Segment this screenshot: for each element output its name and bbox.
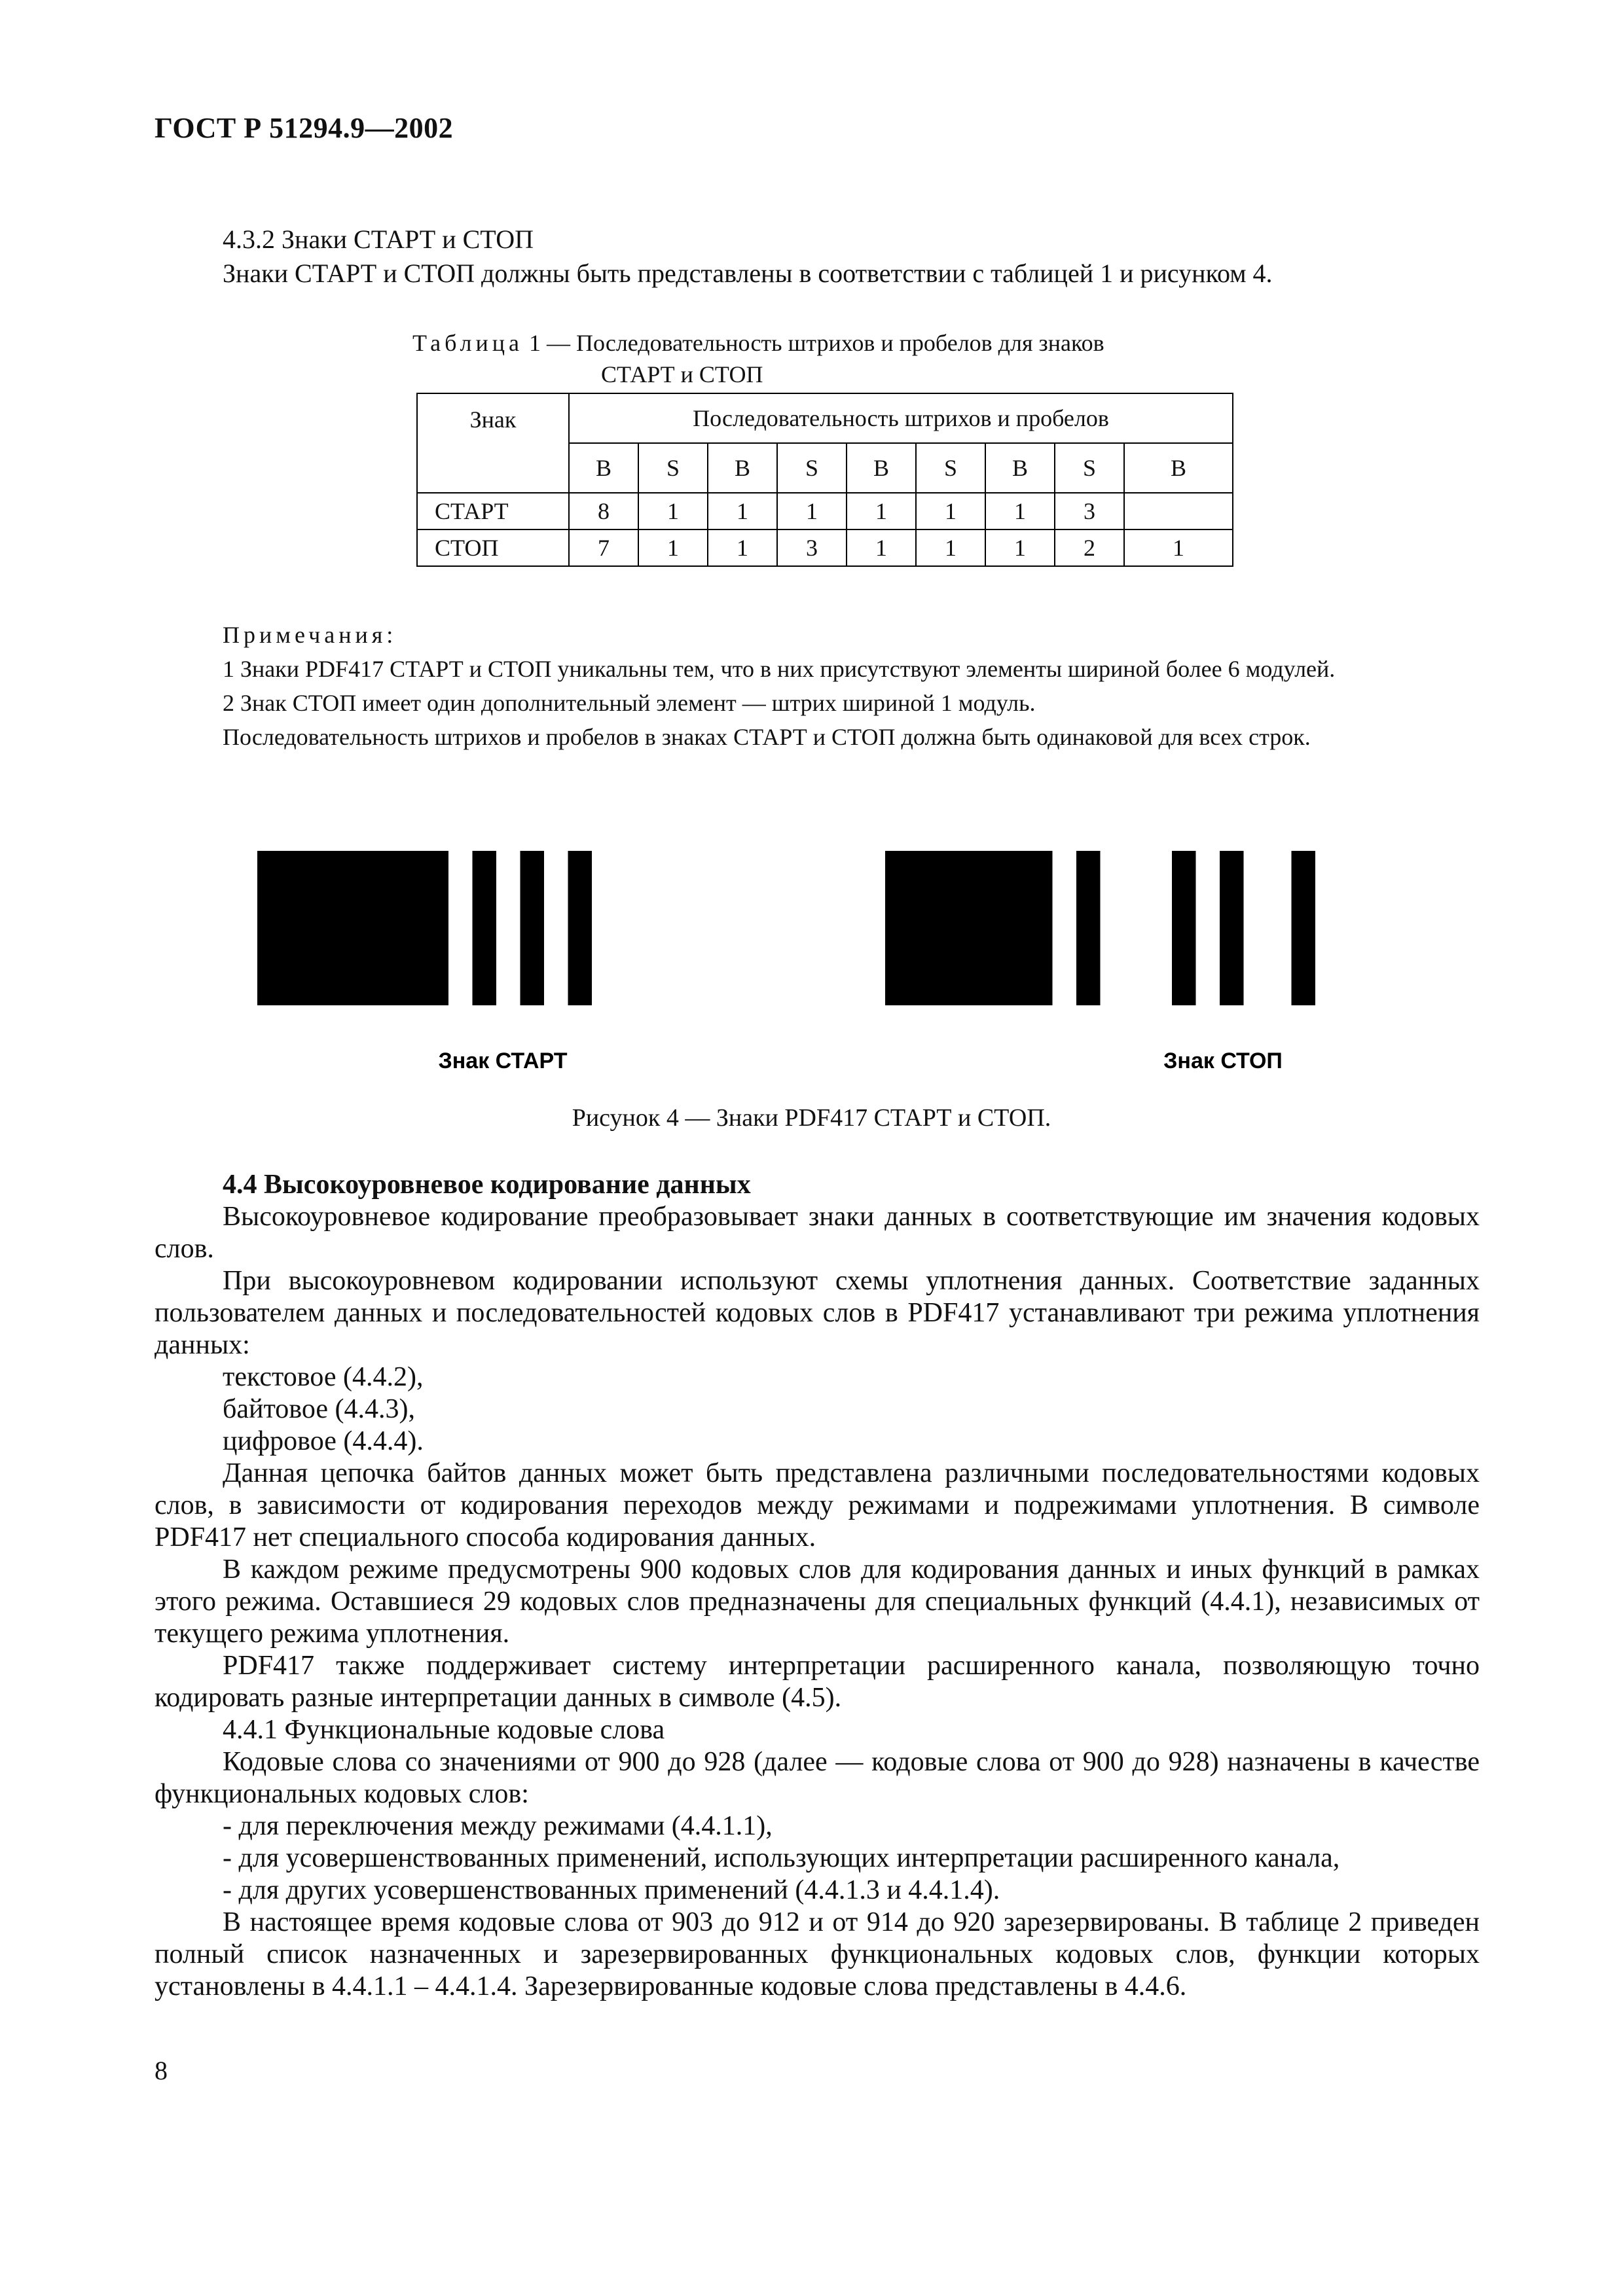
table-caption <box>412 327 1329 390</box>
table-cell: 1 <box>708 493 777 529</box>
row-name-start: СТАРТ <box>417 493 569 529</box>
table-cell: 1 <box>777 493 847 529</box>
paragraph: Высокоуровневое кодирование преобразовывает знаки данных в соответствующие им значения кодовых слов. <box>155 1202 1480 1264</box>
torn-edge-notch <box>654 867 675 888</box>
subheader-cell: B <box>985 443 1055 493</box>
table-cell: 1 <box>916 493 985 529</box>
subheader-cell: B <box>708 443 777 493</box>
table-caption-rest: 1 — Последовательность штрихов и пробелов для знаков <box>522 330 1104 356</box>
barcode-bar <box>885 851 1053 1005</box>
table-row-start <box>417 493 1233 529</box>
heading-4-4: 4.4 Высокоуровневое кодирование данных <box>223 1170 751 1200</box>
lead-paragraph: Знаки СТАРТ и СТОП должны быть представлены в соответствии с таблицей 1 и рисунком 4. <box>223 259 1273 288</box>
barcode-bar <box>1220 851 1244 1005</box>
stop-label: Знак СТОП <box>1163 1049 1283 1073</box>
table-cell: 2 <box>1055 529 1124 566</box>
barcode-bar <box>568 851 593 1005</box>
note-2: 2 Знак СТОП имеет один дополнительный элемент — штрих шириной 1 модуль. <box>223 690 1036 716</box>
barcode-bar <box>473 851 497 1005</box>
paragraph: В каждом режиме предусмотрены 900 кодовых слов для кодирования данных и иных функций в рамках этого режима. Оставшиеся 29 кодовых слов предназначены для специальных функций (4.4.1), независимых от текущего режима уплотнения. <box>155 1554 1480 1649</box>
paragraph: В настоящее время кодовые слова от 903 до 912 и от 914 до 920 зарезервированы. В таблице 2 приведен полный список назначенных и зарезервированных функциональных кодовых слов, функции которых установлены в 4.4.1.1 – 4.4.1.4. Зарезервированные кодовые слова представлены в 4.4.6. <box>155 1907 1480 2001</box>
paragraph: Кодовые слова со значениями от 900 до 928 (далее — кодовые слова от 900 до 928) назначены в качестве функциональных кодовых слов: <box>155 1747 1480 1809</box>
table-cell: 8 <box>569 493 638 529</box>
barcode-bar <box>1172 851 1196 1005</box>
document-header: ГОСТ Р 51294.9—2002 <box>155 112 454 144</box>
barcode-bar <box>257 851 448 1005</box>
table-row-stop <box>417 529 1233 566</box>
table-cell: 1 <box>985 493 1055 529</box>
list-item: - для других усовершенствованных применений (4.4.1.3 и 4.4.1.4). <box>223 1875 1000 1905</box>
list-item: - для усовершенствованных применений, использующих интерпретации расширенного канала, <box>223 1843 1340 1873</box>
subheader-cell: S <box>916 443 985 493</box>
table-caption-word: Таблица <box>412 330 523 356</box>
paragraph: Данная цепочка байтов данных может быть представлена различными последовательностями кодовых слов, в зависимости от кодирования переходов между режимами и подрежимами уплотнения. В символе PDF417 нет специального способа кодирования данных. <box>155 1458 1480 1552</box>
start-label: Знак СТАРТ <box>438 1049 568 1073</box>
start-pattern <box>257 851 675 1005</box>
header-sign: Знак <box>417 393 569 493</box>
start-stop-figure <box>0 831 1623 1093</box>
barcode-bar <box>1292 851 1316 1005</box>
subheader-cell: B <box>1124 443 1233 493</box>
table-cell: 1 <box>916 529 985 566</box>
subheader-cell: B <box>569 443 638 493</box>
page-number: 8 <box>155 2056 168 2085</box>
note-1: 1 Знаки PDF417 СТАРТ и СТОП уникальны тем, что в них присутствуют элементы шириной более 6 модулей. <box>223 656 1336 682</box>
stop-pattern <box>885 851 1315 1005</box>
notes-block <box>155 618 1480 754</box>
figure-caption: Рисунок 4 — Знаки PDF417 СТАРТ и СТОП. <box>572 1104 1051 1132</box>
barcode-bar <box>520 851 545 1005</box>
table-cell: 1 <box>847 493 916 529</box>
torn-edge-notch <box>654 965 675 986</box>
subheader-cell: S <box>777 443 847 493</box>
notes-title: Примечания: <box>223 622 397 648</box>
table-cell: 1 <box>985 529 1055 566</box>
table-cell: 3 <box>777 529 847 566</box>
subheader-cell: B <box>847 443 916 493</box>
table-caption-line2: СТАРТ и СТОП <box>601 361 763 387</box>
heading-4-4-1: 4.4.1 Функциональные кодовые слова <box>223 1715 665 1745</box>
barcode-bar <box>1076 851 1101 1005</box>
table-cell: 1 <box>1124 529 1233 566</box>
table-cell: 1 <box>847 529 916 566</box>
table-cell: 7 <box>569 529 638 566</box>
mode-item: байтовое (4.4.3), <box>223 1394 415 1424</box>
table-cell: 1 <box>708 529 777 566</box>
subheader-cell: S <box>1055 443 1124 493</box>
row-name-stop: СТОП <box>417 529 569 566</box>
paragraph: PDF417 также поддерживает систему интерпретации расширенного канала, позволяющую точно кодировать разные интерпретации данных в символе (4.5). <box>155 1651 1480 1713</box>
section-heading-4-3-2: 4.3.2 Знаки СТАРТ и СТОП <box>223 224 534 254</box>
table-cell: 3 <box>1055 493 1124 529</box>
table-cell <box>1124 493 1233 529</box>
table-cell: 1 <box>638 493 708 529</box>
list-item: - для переключения между режимами (4.4.1.1), <box>223 1811 773 1841</box>
paragraph: При высокоуровневом кодировании используют схемы уплотнения данных. Соответствие заданных пользователем данных и последовательностей кодовых слов в PDF417 устанавливают три режима уплотнения данных: <box>155 1266 1480 1360</box>
header-sequence: Последовательность штрихов и пробелов <box>569 393 1233 443</box>
mode-item: цифровое (4.4.4). <box>223 1426 424 1456</box>
start-stop-table <box>416 393 1233 567</box>
torn-edge-notch <box>654 916 675 937</box>
note-3: Последовательность штрихов и пробелов в знаках СТАРТ и СТОП должна быть одинаковой для всех строк. <box>223 724 1311 750</box>
table-cell: 1 <box>638 529 708 566</box>
subheader-cell: S <box>638 443 708 493</box>
section-4-4 <box>155 1169 1480 2003</box>
mode-item: текстовое (4.4.2), <box>223 1362 424 1392</box>
